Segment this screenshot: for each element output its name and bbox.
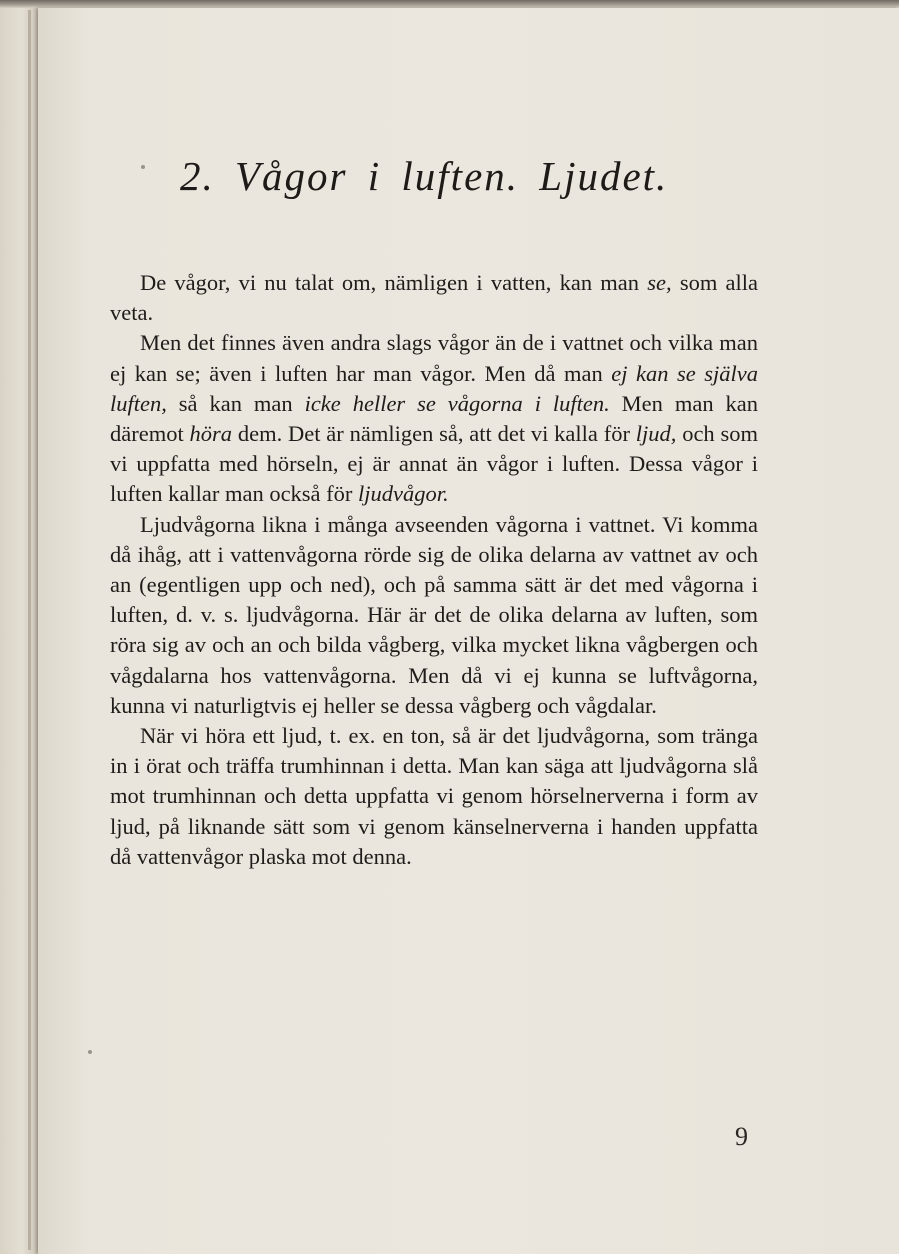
text-run-italic: höra [189, 421, 233, 447]
left-page-crease [28, 10, 31, 1250]
text-run-italic: ljud, [635, 421, 677, 447]
print-speck [88, 1050, 92, 1054]
text-run: Ljudvågorna likna i många avseenden vågorna i vattnet. Vi komma då ihåg, att i vattenvågorna rörde sig de olika delarna av vattnet av och an (egentligen upp och ned), och på samma sätt är det med vågorna i luften, d. v. s. ljudvågorna. Här är det de olika delarna av luften, som röra sig av och an och bilda vågberg, vilka mycket likna vågbergen och vågdalarna hos vattenvågorna. Men då vi ej kunna se luftvågorna, kunna vi naturligtvis ej heller se dessa vågberg och vågdalar. [110, 511, 758, 718]
text-run: Men det finnes även andra slags vågor än de i vattnet och vilka man ej kan se; även i luften har man vågor. Men då man [110, 330, 758, 386]
text-run: Men man kan däremot [110, 390, 759, 447]
text-run: dem. Det är nämligen så, att det vi kalla för [232, 421, 636, 447]
left-page-edge [0, 0, 41, 1254]
text-run: så kan man [166, 390, 305, 416]
top-shadow-edge [0, 0, 899, 8]
print-speck [141, 165, 145, 169]
text-run: När vi höra ett ljud, t. ex. en ton, så är det ljudvågorna, som tränga in i örat och träffa trumhinnan i detta. Man kan säga att ljudvågorna slå mot trumhinnan och detta uppfatta vi genom hörselnerverna i form av ljud, på liknande sätt som vi genom känselnerverna i handen uppfatta då vattenvågor plaska mot denna. [110, 723, 758, 869]
paragraph-1 [110, 268, 758, 328]
text-run-italic: se, [647, 270, 672, 295]
text-run-italic: ej kan se själva luften, [110, 360, 758, 416]
text-run: och som vi uppfatta med hörseln, ej är annat än vågor i luften. Dessa vågor i luften kallar man också för [110, 421, 758, 507]
paragraph-2 [110, 328, 758, 509]
page-number: 9 [735, 1122, 748, 1151]
chapter-heading: 2. Vågor i luften. Ljudet. [180, 153, 669, 199]
text-run-italic: ljudvågor. [358, 481, 449, 507]
body-text [110, 268, 758, 872]
text-run: som alla veta. [110, 270, 758, 326]
paragraph-3 [110, 510, 758, 721]
text-run-italic: icke heller se vågorna i luften. [304, 390, 610, 416]
text-run: De vågor, vi nu talat om, nämligen i vatten, kan man [140, 270, 648, 295]
paragraph-4 [110, 721, 758, 872]
